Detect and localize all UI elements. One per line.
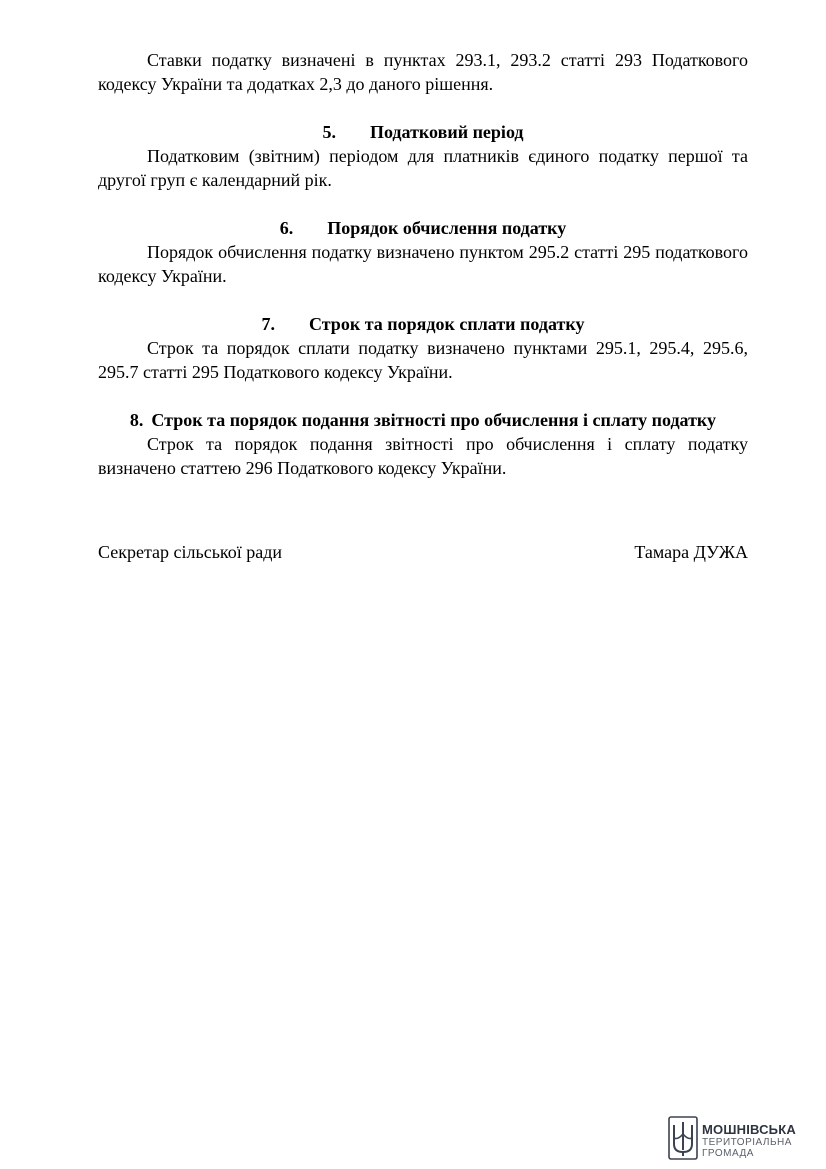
trident-icon — [668, 1116, 698, 1165]
logo-subtitle-line: ТЕРИТОРІАЛЬНА — [702, 1136, 792, 1148]
section-body: Порядок обчислення податку визначено пунктом 295.2 статті 295 податкового кодексу України. — [98, 242, 748, 286]
section-5 — [98, 120, 748, 192]
intro-paragraph: Ставки податку визначені в пунктах 293.1, 293.2 статті 293 Податкового кодексу України та додатках 2,3 до даного рішення. — [98, 50, 748, 94]
section-heading — [98, 408, 748, 432]
logo-title: МОШНІВСЬКА — [702, 1121, 796, 1137]
section-number: 5. — [322, 122, 336, 142]
section-heading — [98, 312, 748, 336]
section-body: Строк та порядок сплати податку визначено пунктами 295.1, 295.4, 295.6, 295.7 статті 295 Податкового кодексу України. — [98, 338, 748, 382]
logo-text — [702, 1122, 796, 1159]
section-title: Порядок обчислення податку — [327, 218, 567, 238]
section-8 — [98, 408, 748, 480]
logo-subtitle-line: ГРОМАДА — [702, 1147, 754, 1159]
section-title: Строк та порядок сплати податку — [308, 314, 585, 334]
community-logo — [668, 1116, 818, 1164]
section-title: Податковий період — [369, 122, 524, 142]
signatory-position: Секретар сільської ради — [98, 542, 283, 562]
section-number: 8. — [129, 410, 144, 430]
section-heading — [98, 120, 748, 144]
signature-block — [98, 540, 748, 564]
section-number: 6. — [279, 218, 294, 238]
section-title: Строк та порядок подання звітності про обчислення і сплату податку — [151, 410, 717, 430]
section-heading — [98, 216, 748, 240]
signatory-name: Тамара ДУЖА — [634, 542, 748, 562]
section-7 — [98, 312, 748, 384]
section-6 — [98, 216, 748, 288]
section-body: Строк та порядок подання звітності про обчислення і сплату податку визначено статтею 296 Податкового кодексу України. — [98, 434, 748, 478]
document-body — [98, 48, 748, 480]
trident-icon-graphic — [668, 1116, 698, 1160]
section-number: 7. — [261, 314, 275, 334]
section-body: Податковим (звітним) періодом для платників єдиного податку першої та другої груп є календарний рік. — [98, 146, 748, 190]
